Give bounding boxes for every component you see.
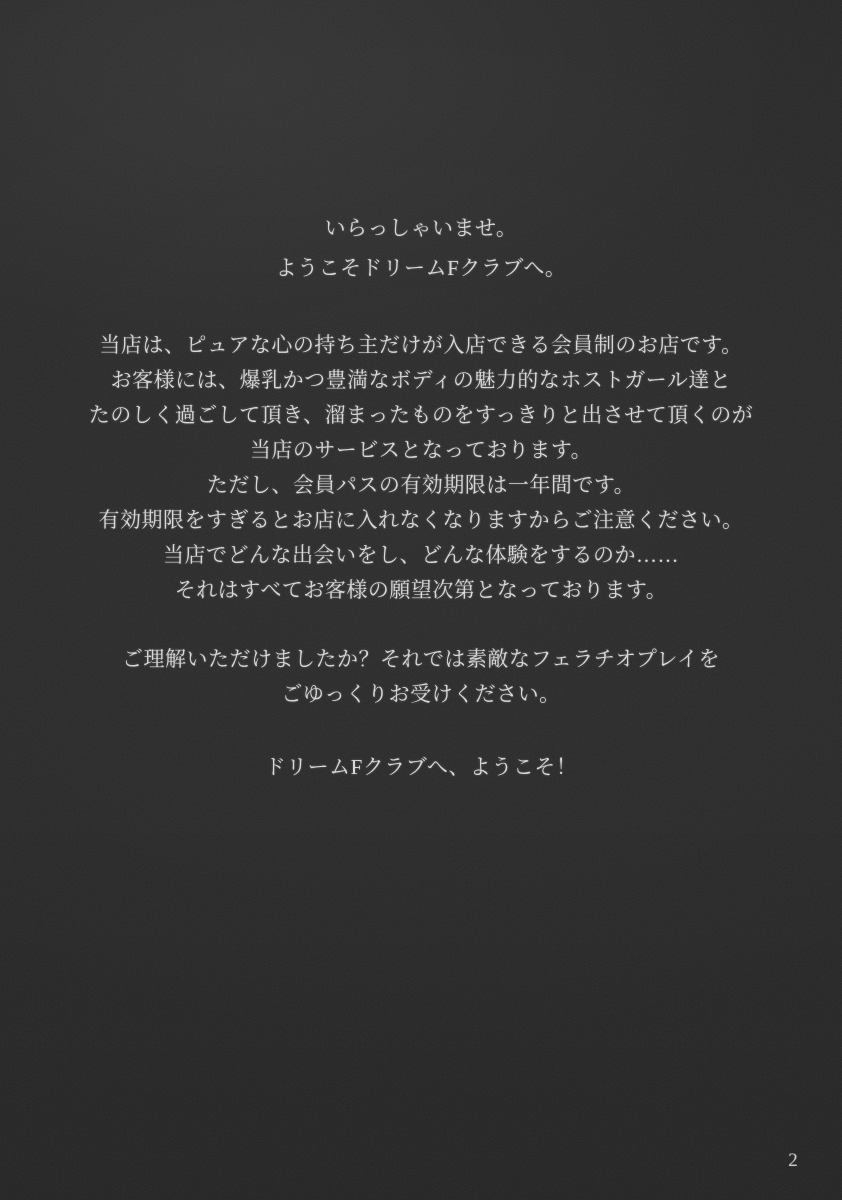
text-line: お客様には、爆乳かつ豊満なボディの魅力的なホストガール達と xyxy=(110,368,732,392)
text-line: ごゆっくりお受けください。 xyxy=(281,682,561,706)
text-line: ただし、会員パスの有効期限は一年間です。 xyxy=(206,473,636,497)
text-line: 当店のサービスとなっております。 xyxy=(249,438,593,462)
text-line: ドリームFクラブへ、ようこそ！ xyxy=(264,755,578,779)
text-line: 有効期限をすぎるとお店に入れなくなりますからご注意ください。 xyxy=(98,508,744,532)
closing-paragraph xyxy=(0,642,842,712)
text-line: たのしく過ごして頂き、溜まったものをすっきりと出させて頂くのが xyxy=(88,403,754,427)
text-line: 当店は、ピュアな心の持ち主だけが入店できる会員制のお店です。 xyxy=(99,333,743,357)
text-line: ご理解いただけましたか？それでは素敵なフェラチオプレイを xyxy=(121,647,720,671)
text-line: いらっしゃいませ。 xyxy=(324,216,518,240)
text-line: ようこそドリームFクラブへ。 xyxy=(275,256,567,280)
page-number: 2 xyxy=(788,1150,798,1171)
welcome-line xyxy=(0,750,842,785)
body-paragraph xyxy=(0,328,842,608)
greeting-paragraph xyxy=(0,208,842,288)
text-line: 当店でどんな出会いをし、どんな体験をするのか…… xyxy=(163,543,679,567)
text-line: それはすべてお客様の願望次第となっております。 xyxy=(174,578,668,602)
